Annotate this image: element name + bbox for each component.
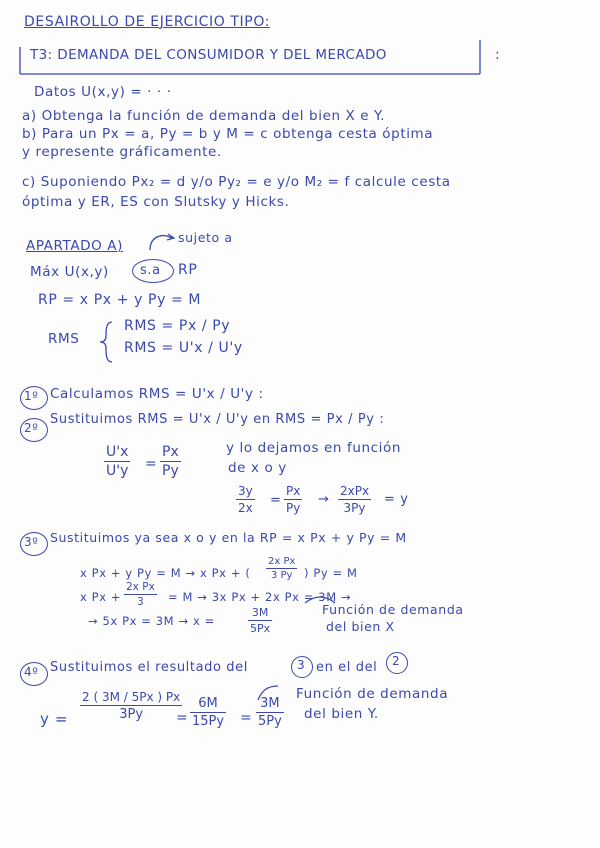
y-fraction-6m: 6M 15Py [192,696,225,729]
step-3-text: Sustituimos ya sea x o y en la RP = x Px + y Py = M [50,530,407,545]
topic-box-colon: : [495,47,501,63]
step-4-text-b: en el del [316,660,378,675]
equals-y: = y [384,492,409,507]
equals-sign: = [145,456,158,472]
step-3-line1-left: x Px + y Py = M → x Px + ( [80,566,251,580]
datos-line: Datos U(x,y) = · · · [34,84,172,100]
rms-equation-2: RMS = U'x / U'y [124,340,243,356]
ref-2-number: 2 [392,654,401,668]
sujeto-a-note: sujeto a [178,230,233,245]
fraction-ux-uy: U'x U'y [106,444,129,479]
y-demand-note-2: del bien Y. [304,706,379,722]
item-a: a) Obtenga la función de demanda del bien X e Y. [22,108,386,124]
y-label: y = [40,710,69,728]
rp-label: RP [178,262,198,278]
step-3-line1-fraction: 2x Px 3 Py [268,556,296,581]
y-equals-2: = [240,710,253,726]
step-3-line3-left: → 5x Px = 3M → x = [88,614,215,628]
x-demand-note-1: Función de demanda [322,602,464,617]
rp-equation: RP = x Px + y Py = M [38,292,202,308]
x-demand-note-2: del bien X [326,619,395,634]
fraction-3y-2x: 3y 2x [238,484,253,515]
max-expression: Máx U(x,y) [30,264,109,280]
item-b-line1: b) Para un Px = a, Py = b y M = c obtenga cesta óptima [22,126,434,142]
item-c-line1: c) Suponiendo Px₂ = d y/o Py₂ = e y/o M₂ = f calcule cesta [22,174,451,190]
step-2-note-1: y lo dejamos en función [226,440,402,456]
rms-equation-1: RMS = Px / Py [124,318,231,334]
y-main-fraction: 2 ( 3M / 5Px ) Px 3Py [82,690,181,722]
apartado-title: APARTADO A) [26,238,123,254]
step-3-line2-fraction: 2x Px 3 [126,581,155,608]
item-c-line2: óptima y ER, ES con Slutsky y Hicks. [22,194,290,210]
y-equals-1: = [176,710,189,726]
step-2-text: Sustituimos RMS = U'x / U'y en RMS = Px / Py : [50,412,385,427]
curly-brace-icon [100,322,112,362]
fraction-2xpx-3py: 2xPx 3Py [340,484,370,515]
y-demand-note-1: Función de demanda [296,686,449,702]
curved-arrow-icon [150,236,172,250]
equals-sign-2: = [270,493,282,508]
item-b-line2: y represente gráficamente. [22,144,222,160]
step-2-number: 2º [24,421,39,435]
ref-3-number: 3 [297,658,306,672]
step-2-note-2: de x o y [228,460,287,476]
step-1-number: 1º [24,389,39,403]
arrowhead-icon [167,234,174,240]
step-1-text: Calculamos RMS = U'x / U'y : [50,386,264,402]
step-3-line2-right: = M → 3x Px + 2x Px = 3M → [168,590,352,604]
y-demand-fraction: 3M 5Py [258,696,282,729]
topic-box-label: T3: DEMANDA DEL CONSUMIDOR Y DEL MERCADO [30,47,387,63]
step-3-number: 3º [24,535,39,549]
fraction-px-py: Px Py [162,444,179,479]
step-4-number: 4º [24,665,39,679]
fraction-px-py-2: Px Py [286,484,301,515]
step-3-line2-left: x Px + [80,590,122,604]
sa-label: s.a [140,263,161,278]
page-header-title: DESAIROLLO DE EJERCICIO TIPO: [24,14,271,30]
rms-label: RMS [48,331,80,347]
step-4-text-a: Sustituimos el resultado del [50,660,248,675]
arrow-glyph: → [318,492,330,507]
step-3-line1-right: ) Py = M [304,566,358,580]
x-demand-fraction: 3M 5Px [250,606,271,635]
